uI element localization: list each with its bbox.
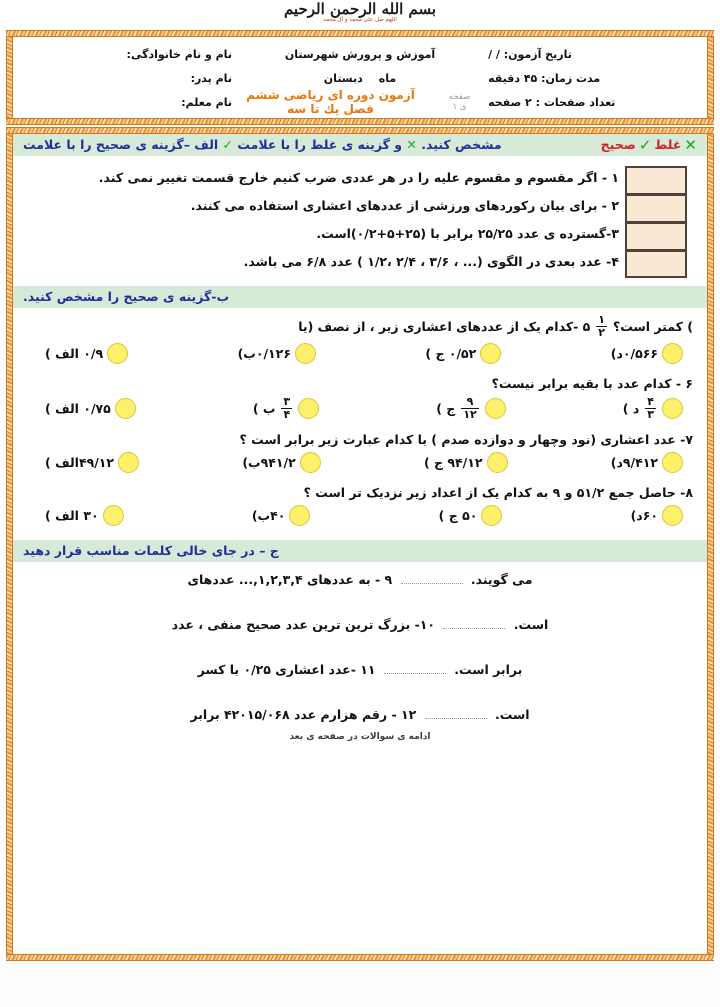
option-bubble-icon[interactable] xyxy=(115,398,136,419)
blank-input[interactable] xyxy=(425,707,487,719)
district-label: آموزش و پرورش شهرستان xyxy=(284,47,436,61)
question-10-before: ۱۰- بزرگ ترین ترین عدد صحیح منفی ، عدد xyxy=(171,617,436,633)
option-bubble-icon[interactable] xyxy=(485,398,506,419)
answer-box[interactable] xyxy=(625,250,687,278)
body-rope-right xyxy=(707,134,714,954)
option-bubble-icon[interactable] xyxy=(107,343,128,364)
page-number-label: صفحه ی ۱ xyxy=(448,92,471,112)
option-bubble-icon[interactable] xyxy=(480,343,501,364)
option-d[interactable] xyxy=(623,396,683,420)
section-c-header xyxy=(13,540,707,562)
option-label: ۹۴۱/۲ب) xyxy=(242,455,296,471)
blank-input[interactable] xyxy=(384,662,446,674)
info-row-3 xyxy=(23,90,697,114)
section-c-body xyxy=(13,562,707,726)
question-12-before: ۱۲ - رقم هزارم عدد ۴۲۰۱۵/۰۶۸ برابر xyxy=(190,707,417,723)
body-rope-bottom xyxy=(6,954,714,961)
option-bubble-icon[interactable] xyxy=(662,343,683,364)
question-5-options xyxy=(27,343,693,364)
question-8-options xyxy=(27,505,693,526)
blank-input[interactable] xyxy=(443,617,505,629)
exam-title: آزمون دوره ای ریاضی ششم فصل یك تا سه xyxy=(246,88,415,116)
option-bubble-icon[interactable] xyxy=(295,343,316,364)
question-8-text: ۸- حاصل جمع ۵۱/۲ و ۹ به کدام یک از اعداد زیر نزدیک تر است ؟ xyxy=(303,485,693,501)
section-b-title: ب-گزینه ی صحیح را مشخص کنید. xyxy=(23,289,230,304)
inline-check-icon: ✓ xyxy=(222,137,234,152)
option-bubble-icon[interactable] xyxy=(662,505,683,526)
question-12-after: است. xyxy=(495,707,530,723)
option-a[interactable] xyxy=(45,343,128,364)
option-bubble-icon[interactable] xyxy=(118,452,139,473)
exam-info-box xyxy=(6,30,714,125)
option-a[interactable] xyxy=(45,398,136,419)
student-name-field[interactable]: نام و نام خانوادگی: xyxy=(126,47,232,61)
option-label: ۵۰ ج ) xyxy=(438,508,478,524)
section-b-header xyxy=(13,286,707,308)
option-d[interactable] xyxy=(611,343,683,364)
option-b[interactable] xyxy=(253,396,319,420)
question-5-text: ) کمتر است؟ $\frac{۱}{۲}$ ۵ -کدام یک از عددهای اعشاری زیر ، از نصف (یا xyxy=(298,313,693,339)
section-a-title: مشخص کنید. ✕ و گزینه ی غلط را با علامت ✓ الف –گزینه ی صحیح را با علامت xyxy=(23,137,502,152)
option-label: ۴۹/۱۲الف ) xyxy=(45,455,115,471)
question-12 xyxy=(27,707,693,722)
info-row-1 xyxy=(23,42,697,66)
option-label: ۰/۵۶۶د) xyxy=(610,346,658,362)
info-row-2 xyxy=(23,66,697,90)
truefalse-question: ۳-گسترده ی عدد ۲۵/۲۵ برابر با (۲۵+۵+۰/۲)است. xyxy=(316,226,619,241)
option-bubble-icon[interactable] xyxy=(487,452,508,473)
option-bubble-icon[interactable] xyxy=(662,452,683,473)
question-8 xyxy=(13,479,707,532)
option-label: ۰/۷۵ الف ) xyxy=(45,400,111,416)
question-10 xyxy=(27,617,693,632)
question-6-text: ۶ - کدام عدد با بقیه برابر نیست؟ xyxy=(491,376,693,392)
truefalse-question: ۴- عدد بعدی در الگوی (... ، ۳/۶ ، ۲/۴ ،۱/۲ ) عدد ۶/۸ می باشد. xyxy=(243,254,619,269)
question-7-options xyxy=(27,452,693,473)
truefalse-question-list xyxy=(13,164,619,278)
option-fraction: $\frac{۴}{۳}$ xyxy=(647,395,654,421)
rope-border-left xyxy=(6,37,13,118)
truefalse-question: ۲ - برای بیان رکوردهای ورزشی از عددهای اعشاری استفاده می کنند. xyxy=(190,198,619,213)
option-bubble-icon[interactable] xyxy=(662,398,683,419)
answer-box[interactable] xyxy=(625,166,687,194)
page-count-field: تعداد صفحات : ۲ صفحه xyxy=(488,95,616,109)
fraction-one-half: $\frac{۱}{۲}$ xyxy=(598,313,605,339)
question-6 xyxy=(13,370,707,426)
option-b[interactable] xyxy=(238,343,316,364)
option-label: ۳۰ الف ) xyxy=(45,508,99,524)
option-bubble-icon[interactable] xyxy=(300,452,321,473)
section-a-header xyxy=(13,134,707,156)
option-label: د ) xyxy=(622,400,640,416)
option-a[interactable] xyxy=(45,505,124,526)
question-5 xyxy=(13,308,707,370)
option-bubble-icon[interactable] xyxy=(289,505,310,526)
cross-icon: ✕ xyxy=(684,135,697,154)
question-9 xyxy=(27,572,693,587)
option-label: ۰/۱۲۶ب) xyxy=(237,346,291,362)
option-label: ۹/۴۱۲د) xyxy=(610,455,658,471)
option-label: ۹۴/۱۲ ج ) xyxy=(423,455,483,471)
section-c-title: ج – در جای خالی کلمات مناسب قرار دهید xyxy=(23,543,279,559)
option-b[interactable] xyxy=(252,505,311,526)
truefalse-legend xyxy=(601,136,697,154)
option-c[interactable] xyxy=(436,396,506,420)
duration-field: مدت زمان: ۴۵ دقیقه xyxy=(488,71,601,85)
legend-true-label: صحیح xyxy=(600,137,636,152)
check-icon: ✓ xyxy=(638,135,652,154)
option-bubble-icon[interactable] xyxy=(481,505,502,526)
option-c[interactable] xyxy=(424,452,508,473)
option-label: ۴۰ب) xyxy=(251,508,286,524)
question-7-text: ۷- عدد اعشاری (نود وچهار و دوازده صدم ) با کدام عبارت زیر برابر است ؟ xyxy=(239,432,693,448)
bismillah-subtext: اللهم صل علی محمد و آل محمد xyxy=(323,17,397,23)
answer-box[interactable] xyxy=(625,222,687,250)
option-label: ۰/۹ الف ) xyxy=(45,346,104,362)
bismillah-text: بسم الله الرحمن الرحیم xyxy=(283,0,437,18)
rope-border-top xyxy=(6,30,714,37)
option-a[interactable] xyxy=(45,452,139,473)
exam-body-box xyxy=(6,127,714,961)
option-bubble-icon[interactable] xyxy=(298,398,319,419)
inline-cross-icon: ✕ xyxy=(406,137,417,152)
option-c[interactable] xyxy=(439,505,503,526)
body-rope-left xyxy=(6,134,13,954)
legend-false-label: غلط xyxy=(654,137,682,152)
question-9-before: ۹ - به عددهای ۱,۲,۳,۴,... عددهای xyxy=(187,572,393,588)
option-fraction: $\frac{۹}{۱۲}$ xyxy=(463,395,477,421)
rope-border-right xyxy=(707,37,714,118)
continuation-note: ادامه ی سوالات در صفحه ی بعد xyxy=(289,732,431,743)
question-11-after: برابر است. xyxy=(454,662,523,678)
bismillah-band xyxy=(0,0,720,30)
option-c[interactable] xyxy=(425,343,501,364)
option-label: ۰/۵۲ ج ) xyxy=(425,346,477,362)
question-10-after: است. xyxy=(513,617,549,633)
option-d[interactable] xyxy=(611,452,683,473)
rope-border-bottom xyxy=(6,118,714,125)
blank-input[interactable] xyxy=(401,572,463,584)
school-label: دبستان xyxy=(323,71,363,85)
section-a-body xyxy=(13,156,707,286)
question-6-options xyxy=(27,396,693,420)
teacher-name-field[interactable]: نام معلم: xyxy=(181,95,232,109)
question-7 xyxy=(13,426,707,479)
truefalse-question: ۱ - اگر مقسوم و مقسوم علیه را در هر عددی ضرب کنیم خارج قسمت تغییر نمی کند. xyxy=(98,170,619,185)
option-fraction: $\frac{۳}{۴}$ xyxy=(283,395,291,421)
answer-box[interactable] xyxy=(625,194,687,222)
option-label: ب ) xyxy=(252,400,276,416)
option-d[interactable] xyxy=(631,505,683,526)
father-name-field[interactable]: نام پدر: xyxy=(190,71,232,85)
month-label: ماه xyxy=(378,71,397,85)
body-rope-top xyxy=(6,127,714,134)
question-11-before: ۱۱ -عدد اعشاری ۰/۲۵ با کسر xyxy=(197,662,376,678)
question-9-after: می گویند. xyxy=(470,572,533,588)
option-label: ۶۰د) xyxy=(630,508,658,524)
option-label: ج ) xyxy=(436,400,456,416)
exam-date-field[interactable]: تاریخ آزمون: / / xyxy=(488,47,572,61)
question-11 xyxy=(27,662,693,677)
answer-box-column xyxy=(625,164,687,278)
option-b[interactable] xyxy=(242,452,320,473)
option-bubble-icon[interactable] xyxy=(103,505,124,526)
